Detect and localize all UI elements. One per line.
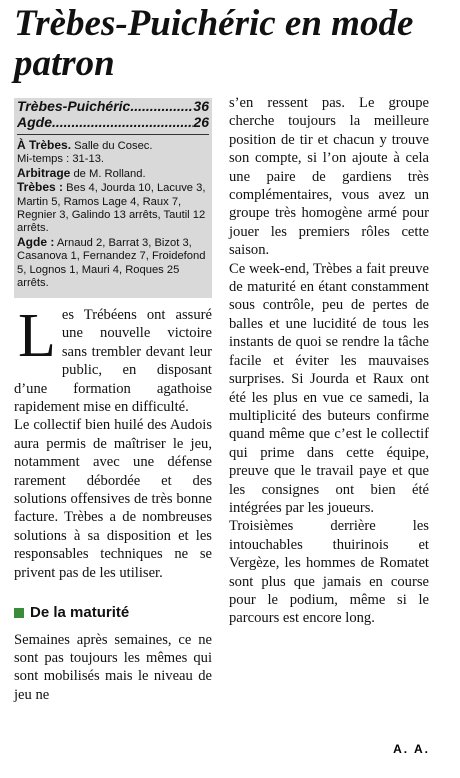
paragraph-classement: Troisièmes derrière les intouchables thuirinois et Vergèze, les hommes de Romatet sont plus que jamais en course pour le podium, même si le parcours est encore long.	[229, 518, 429, 627]
away-lineup-text: Arnaud 2, Barrat 3, Bizot 3, Casanova 1, Fernandez 7, Froidefond 5, Lognos 1, Mauri 4, Roques 25 arrêts.	[17, 236, 206, 290]
home-lineup-text: Bes 4, Jourda 10, Lacuve 3, Martin 5, Ramos Lage 4, Raux 7, Regnier 3, Galindo 13 arrêts, Tautil 12 arrêts.	[17, 182, 206, 235]
home-score: 36	[193, 98, 209, 114]
paragraph-semaines-cont	[229, 94, 429, 260]
paragraph-semaines	[14, 631, 212, 705]
venue-line	[17, 139, 209, 153]
paragraph-maturite: Ce week-end, Trèbes a fait preuve de maturité en étant constamment sous contrôle, peu de pertes de balles et une lucidité de tous les instants de quoi se rendre la tâche facile et éviter les mauvaises surprises. Si Jourda et Raux ont été les plus en vue ce samedi, la multiplicité des buteurs confirme quand même que c’est le collectif qui prime dans cette équipe, preuve que le travail paye et que les consignes ont bien été intégrées par les joueurs.	[229, 260, 429, 516]
referee-text: de M. Rolland.	[70, 167, 146, 180]
home-lineup-label: Trèbes :	[17, 180, 64, 195]
referee-label: Arbitrage	[17, 165, 71, 180]
paragraph-collectif: Le collectif bien huilé des Audois aura permis de maîtriser le jeu, notamment avec une défense rarement débordée et des solutions offensives de très bonne facture. Trèbes a de nombreuses solutions à sa disposition et les responsables techniques ne se privent pas de les utiliser.	[14, 417, 212, 581]
author-signature: A. A.	[393, 742, 430, 756]
away-score: 26	[193, 114, 209, 130]
away-lineup-label: Agde :	[17, 234, 55, 249]
referee-line	[17, 167, 209, 181]
leader-dots	[130, 98, 193, 114]
away-team: Agde	[17, 114, 52, 130]
venue-text: Salle du Cosec.	[71, 140, 153, 152]
away-score-line	[17, 114, 209, 130]
away-lineup	[17, 236, 209, 291]
drop-cap: L	[18, 302, 56, 370]
home-lineup	[17, 181, 209, 236]
score-divider	[17, 134, 209, 135]
home-team: Trèbes-Puichéric	[17, 98, 131, 114]
paragraph-intro-text: es Trébéens ont assuré une nouvelle victoire sans trembler devant leur public, en disposant d’une formation agathoise rapidement mise en difficulté.	[14, 307, 212, 416]
score-box	[14, 98, 212, 298]
headline: Trèbes-Puichéric en mode patron	[14, 3, 414, 84]
home-score-line	[17, 98, 209, 114]
venue-label: À Trèbes.	[17, 138, 72, 152]
paragraph-semaines-cont-text: s’en ressent pas. Le groupe cherche toujours la meilleure position de tir et chacun y trouve son compte, si l’on ajoute à cela une paire de gardiens très complémentaires, vous avez un groupe très homogène armé pour jouer les premiers rôles cette saison.	[229, 95, 429, 259]
leader-dots	[52, 114, 193, 130]
article-column-right	[229, 94, 429, 628]
square-bullet-icon	[14, 608, 24, 618]
halftime-line: Mi-temps : 31-13.	[17, 153, 105, 166]
subheading-text: De la maturité	[30, 604, 130, 622]
match-info	[17, 139, 209, 290]
subheading	[14, 604, 212, 622]
paragraph-intro	[14, 302, 212, 416]
article-column-left	[14, 302, 212, 704]
paragraph-semaines-text: Semaines après semaines, ce ne sont pas toujours les mêmes qui sont mobilisés mais le niveau de jeu ne	[14, 631, 212, 703]
